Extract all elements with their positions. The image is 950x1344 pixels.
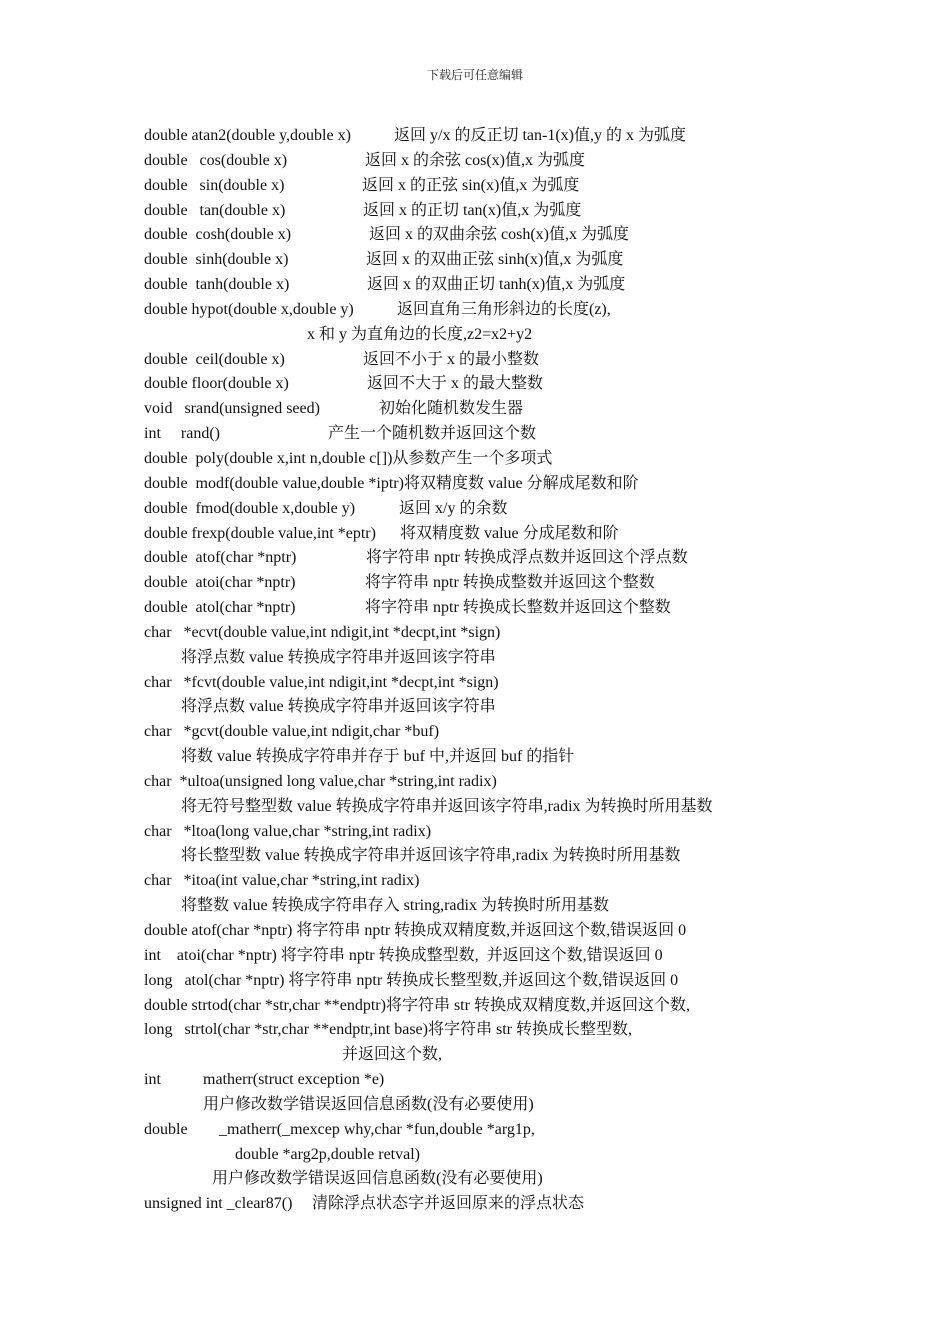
function-description: 返回 x 的双曲正弦 sinh(x)值,x 为弧度 — [366, 251, 624, 269]
text-line — [144, 497, 844, 522]
function-description: 将字符串 nptr 转换成长整数并返回这个整数 — [365, 599, 671, 617]
text-line — [144, 397, 844, 422]
function-signature: char *ecvt(double value,int ndigit,int *decpt,int *sign) — [144, 623, 501, 641]
function-signature: double tan(double x) — [144, 201, 286, 219]
function-signature: double ceil(double x) — [144, 350, 285, 368]
function-signature: double fmod(double x,double y) — [144, 499, 356, 517]
text-line — [144, 720, 844, 745]
text-line — [144, 248, 844, 273]
text-line — [144, 199, 844, 224]
text-line — [144, 671, 844, 696]
function-description: 并返回这个数, — [342, 1046, 443, 1064]
function-signature: char *ultoa(unsigned long value,char *string,int radix) — [144, 772, 497, 790]
function-signature: double hypot(double x,double y) — [144, 300, 354, 318]
text-line — [144, 223, 844, 248]
function-signature: double — [144, 1120, 188, 1138]
text-line — [144, 1143, 844, 1168]
text-line — [144, 522, 844, 547]
function-signature: long strtol(char *str,char **endptr,int base)将字符串 str 转换成长整型数, — [144, 1021, 632, 1039]
function-description: 返回不小于 x 的最小整数 — [363, 350, 540, 368]
function-signature: char *fcvt(double value,int ndigit,int *decpt,int *sign) — [144, 673, 499, 691]
text-line — [144, 298, 844, 323]
text-line — [144, 820, 844, 845]
text-line — [144, 770, 844, 795]
function-signature: double atoi(char *nptr) — [144, 574, 296, 592]
text-line — [144, 621, 844, 646]
function-description: 清除浮点状态字并返回原来的浮点状态 — [312, 1195, 585, 1213]
function-signature: double cos(double x) — [144, 151, 288, 169]
function-signature: double frexp(double value,int *eptr) — [144, 524, 376, 542]
text-line — [144, 1167, 844, 1192]
text-line — [144, 174, 844, 199]
text-line — [144, 472, 844, 497]
function-description: _matherr(_mexcep why,char *fun,double *arg1p, — [219, 1120, 535, 1138]
text-line — [144, 969, 844, 994]
function-description: 用户修改数学错误返回信息函数(没有必要使用) — [203, 1095, 534, 1113]
function-description: 返回不大于 x 的最大整数 — [367, 375, 544, 393]
function-signature: void srand(unsigned seed) — [144, 400, 320, 418]
text-line — [144, 571, 844, 596]
text-line — [144, 695, 844, 720]
function-signature: double tanh(double x) — [144, 276, 290, 294]
function-description: double *arg2p,double retval) — [235, 1145, 420, 1163]
function-signature: double floor(double x) — [144, 375, 289, 393]
function-description: 初始化随机数发生器 — [379, 400, 524, 418]
text-line — [144, 149, 844, 174]
function-signature: double atan2(double y,double x) — [144, 127, 351, 144]
text-line — [144, 124, 844, 149]
function-signature: char *itoa(int value,char *string,int radix) — [144, 872, 420, 890]
function-description: 返回 x 的正切 tan(x)值,x 为弧度 — [363, 201, 582, 219]
function-signature: double strtod(char *str,char **endptr)将字符串 str 转换成双精度数,并返回这个数, — [144, 996, 690, 1014]
text-line — [144, 1192, 844, 1217]
text-line — [144, 596, 844, 621]
function-description: 将字符串 nptr 转换成整数并返回这个整数 — [365, 574, 655, 592]
text-line — [144, 994, 844, 1019]
function-description: 返回 x 的正弦 sin(x)值,x 为弧度 — [362, 176, 580, 194]
document-body — [144, 124, 844, 1217]
function-description: 将数 value 转换成字符串并存于 buf 中,并返回 buf 的指针 — [181, 748, 575, 766]
function-description: 返回 y/x 的反正切 tan-1(x)值,y 的 x 为弧度 — [394, 127, 686, 144]
function-signature: double sin(double x) — [144, 176, 285, 194]
text-line — [144, 546, 844, 571]
text-line — [144, 869, 844, 894]
function-signature: char *gcvt(double value,int ndigit,char *buf) — [144, 723, 440, 741]
function-description: 返回 x 的余弦 cos(x)值,x 为弧度 — [365, 151, 585, 169]
text-line — [144, 1068, 844, 1093]
function-description: 返回 x 的双曲正切 tanh(x)值,x 为弧度 — [367, 276, 626, 294]
function-signature: double sinh(double x) — [144, 251, 289, 269]
text-line — [144, 372, 844, 397]
function-signature: int atoi(char *nptr) 将字符串 nptr 转换成整型数, 并返回这个数,错误返回 0 — [144, 946, 663, 964]
function-signature: char *ltoa(long value,char *string,int radix) — [144, 822, 432, 840]
function-description: x 和 y 为直角边的长度,z2=x2+y2 — [307, 325, 533, 343]
text-line — [144, 1043, 844, 1068]
text-line — [144, 1118, 844, 1143]
text-line — [144, 944, 844, 969]
function-signature: double atol(char *nptr) — [144, 599, 296, 617]
function-description: 产生一个随机数并返回这个数 — [328, 425, 537, 443]
function-signature: unsigned int _clear87() — [144, 1195, 293, 1213]
function-description: 将双精度数 value 分成尾数和阶 — [400, 524, 619, 542]
function-signature: double modf(double value,double *iptr)将双精度数 value 分解成尾数和阶 — [144, 474, 639, 492]
text-line — [144, 273, 844, 298]
text-line — [144, 919, 844, 944]
text-line — [144, 323, 844, 348]
function-description: 将字符串 nptr 转换成浮点数并返回这个浮点数 — [366, 549, 688, 567]
text-line — [144, 646, 844, 671]
function-signature: double atof(char *nptr) 将字符串 nptr 转换成双精度数,并返回这个数,错误返回 0 — [144, 922, 687, 939]
text-line — [144, 447, 844, 472]
function-description: 将无符号整型数 value 转换成字符串并返回该字符串,radix 为转换时所用基数 — [181, 797, 713, 815]
text-line — [144, 844, 844, 869]
text-line — [144, 894, 844, 919]
text-line — [144, 745, 844, 770]
page-header: 下载后可任意编辑 — [426, 68, 523, 82]
function-signature: double poly(double x,int n,double c[])从参数产生一个多项式 — [144, 449, 553, 467]
function-signature: int — [144, 1071, 161, 1089]
function-signature: long atol(char *nptr) 将字符串 nptr 转换成长整型数,并返回这个数,错误返回 0 — [144, 971, 679, 989]
text-line — [144, 1093, 844, 1118]
text-line — [144, 1018, 844, 1043]
function-description: 将浮点数 value 转换成字符串并返回该字符串 — [181, 648, 496, 666]
function-description: 返回 x 的双曲余弦 cosh(x)值,x 为弧度 — [369, 226, 629, 244]
function-description: 返回直角三角形斜边的长度(z), — [397, 300, 611, 318]
function-signature: int rand() — [144, 425, 220, 443]
function-description: 将长整型数 value 转换成字符串并返回该字符串,radix 为转换时所用基数 — [181, 847, 681, 865]
text-line — [144, 422, 844, 447]
text-line — [144, 348, 844, 373]
function-description: 用户修改数学错误返回信息函数(没有必要使用) — [212, 1170, 543, 1188]
function-description: 将整数 value 转换成字符串存入 string,radix 为转换时所用基数 — [181, 897, 609, 915]
function-description: matherr(struct exception *e) — [203, 1071, 385, 1089]
function-signature: double cosh(double x) — [144, 226, 292, 244]
function-description: 返回 x/y 的余数 — [399, 499, 508, 517]
function-description: 将浮点数 value 转换成字符串并返回该字符串 — [181, 698, 496, 716]
text-line — [144, 795, 844, 820]
function-signature: double atof(char *nptr) — [144, 549, 297, 567]
